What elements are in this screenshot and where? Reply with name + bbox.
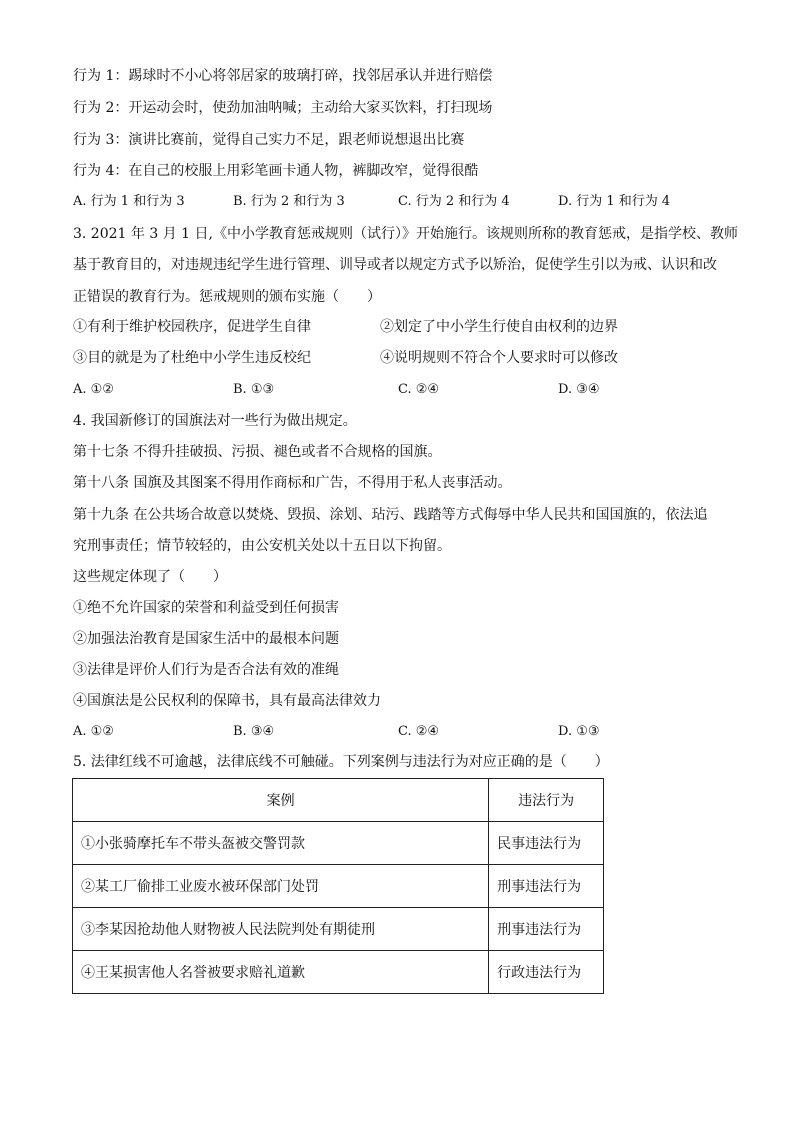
table-cell-case: ③李某因抢劫他人财物被人民法院判处有期徒刑 xyxy=(73,908,489,951)
q2-option-a[interactable]: A. 行为 1 和行为 3 xyxy=(73,194,185,209)
q4-option-d[interactable]: D. ①③ xyxy=(558,724,600,739)
table-cell-violation: 民事违法行为 xyxy=(489,822,604,865)
q4-statement-3: ③法律是评价人们行为是否合法有效的准绳 xyxy=(73,662,339,678)
q4-options xyxy=(73,722,733,742)
table-cell-case: ②某工厂偷排工业废水被环保部门处罚 xyxy=(73,865,489,908)
table-cell-violation: 刑事违法行为 xyxy=(489,908,604,951)
table-row xyxy=(73,951,604,994)
q5-case-table xyxy=(72,778,604,994)
q4-article-19-line-2: 究刑事责任；情节较轻的，由公安机关处以十五日以下拘留。 xyxy=(73,538,451,554)
behavior-line-1: 行为 1：踢球时不小心将邻居家的玻璃打碎，找邻居承认并进行赔偿 xyxy=(73,68,493,84)
behavior-line-3: 行为 3：演讲比赛前，觉得自己实力不足，跟老师说想退出比赛 xyxy=(73,132,465,148)
q2-option-b[interactable]: B. 行为 2 和行为 3 xyxy=(233,194,345,209)
q3-statement-row-2 xyxy=(73,348,733,368)
table-cell-case: ④王某损害他人名誉被要求赔礼道歉 xyxy=(73,951,489,994)
q3-statement-3: ③目的就是为了杜绝中小学生违反校纪 xyxy=(73,350,311,366)
q3-stem-line-3: 正错误的教育行为。惩戒规则的颁布实施（ ） xyxy=(73,289,381,305)
table-cell-violation: 行政违法行为 xyxy=(489,951,604,994)
q3-option-a[interactable]: A. ①② xyxy=(73,382,114,397)
q3-options xyxy=(73,380,733,400)
table-cell-case: ①小张骑摩托车不带头盔被交警罚款 xyxy=(73,822,489,865)
q3-statement-row-1 xyxy=(73,317,733,337)
behavior-line-2: 行为 2：开运动会时，使劲加油呐喊；主动给大家买饮料，打扫现场 xyxy=(73,100,493,116)
q2-options xyxy=(73,192,733,212)
q4-option-b[interactable]: B. ③④ xyxy=(233,724,275,739)
table-header-case: 案例 xyxy=(73,779,489,822)
q3-stem-line-2: 基于教育目的，对违规违纪学生进行管理、训导或者以规定方式予以矫治，促使学生引以为戒、认识和改 xyxy=(73,257,717,273)
q4-article-18: 第十八条 国旗及其图案不得用作商标和广告，不得用于私人丧事活动。 xyxy=(73,475,512,491)
q3-option-c[interactable]: C. ②④ xyxy=(398,382,440,397)
table-row xyxy=(73,822,604,865)
behavior-line-4: 行为 4：在自己的校服上用彩笔画卡通人物，裤脚改窄，觉得很酷 xyxy=(73,163,479,179)
table-cell-violation: 刑事违法行为 xyxy=(489,865,604,908)
q4-statement-4: ④国旗法是公民权利的保障书，具有最高法律效力 xyxy=(73,693,381,709)
q4-statement-2: ②加强法治教育是国家生活中的最根本问题 xyxy=(73,631,339,647)
q3-option-d[interactable]: D. ③④ xyxy=(558,382,600,397)
q4-prompt: 这些规定体现了（ ） xyxy=(73,569,227,585)
q2-option-d[interactable]: D. 行为 1 和行为 4 xyxy=(558,194,671,209)
q3-option-b[interactable]: B. ①③ xyxy=(233,382,275,397)
q4-statement-1: ①绝不允许国家的荣誉和利益受到任何损害 xyxy=(73,600,339,616)
table-header-row xyxy=(73,779,604,822)
q3-statement-1: ①有利于维护校园秩序，促进学生自律 xyxy=(73,319,311,335)
q4-article-17: 第十七条 不得升挂破损、污损、褪色或者不合规格的国旗。 xyxy=(73,444,442,460)
q4-stem: 4. 我国新修订的国旗法对一些行为做出规定。 xyxy=(73,413,357,429)
table-header-violation: 违法行为 xyxy=(489,779,604,822)
q3-statement-4: ④说明规则不符合个人要求时可以修改 xyxy=(380,350,618,366)
table-row xyxy=(73,908,604,951)
q4-option-a[interactable]: A. ①② xyxy=(73,724,114,739)
q2-option-c[interactable]: C. 行为 2 和行为 4 xyxy=(398,194,510,209)
q4-option-c[interactable]: C. ②④ xyxy=(398,724,440,739)
q4-article-19-line-1: 第十九条 在公共场合故意以焚烧、毁损、涂划、玷污、践踏等方式侮辱中华人民共和国国旗的，依法追 xyxy=(73,507,708,523)
q3-stem-line-1: 3. 2021 年 3 月 1 日,《中小学教育惩戒规则（试行）》开始施行。该规则所称的教育惩戒，是指学校、教师 xyxy=(73,226,738,242)
table-row xyxy=(73,865,604,908)
q3-statement-2: ②划定了中小学生行使自由权利的边界 xyxy=(380,319,618,335)
q5-stem: 5. 法律红线不可逾越，法律底线不可触碰。下列案例与违法行为对应正确的是（ ） xyxy=(73,754,609,770)
